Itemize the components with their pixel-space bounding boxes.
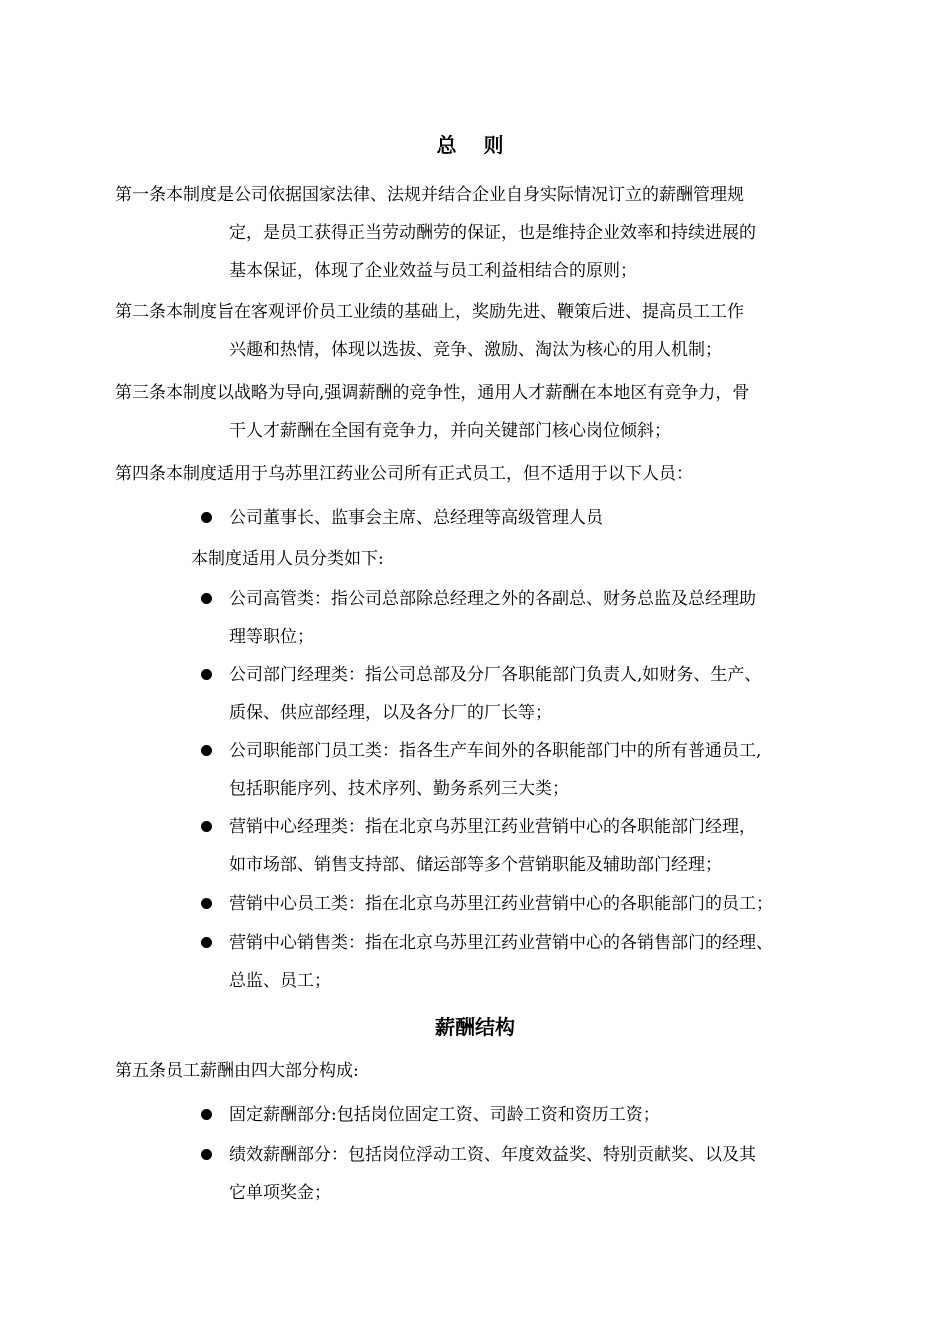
section-title-salary-structure: 薪酬结构 — [435, 1015, 515, 1039]
component-2-line-2: 它单项奖金； — [229, 1183, 331, 1203]
bullet-icon — [201, 937, 212, 948]
bullet-icon — [201, 898, 212, 909]
article-3-line-1: 第三条本制度以战略为导向,强调薪酬的竞争性，通用人才薪酬在本地区有竞争力，骨 — [115, 383, 750, 403]
bullet-icon — [201, 745, 212, 756]
category-4-line-1: 营销中心经理类：指在北京乌苏里江药业营销中心的各职能部门经理， — [229, 817, 756, 837]
category-6-line-1: 营销中心销售类：指在北京乌苏里江药业营销中心的各销售部门的经理、 — [229, 933, 773, 953]
category-2-line-2: 质保、供应部经理，以及各分厂的厂长等； — [229, 703, 552, 723]
classification-intro: 本制度适用人员分类如下: — [191, 549, 384, 569]
bullet-icon — [201, 1109, 212, 1120]
article-5-line-1: 第五条员工薪酬由四大部分构成: — [115, 1061, 359, 1081]
bullet-icon — [201, 1149, 212, 1160]
article-2-line-1: 第二条本制度旨在客观评价员工业绩的基础上，奖励先进、鞭策后进、提高员工工作 — [115, 302, 744, 322]
article-4-line-1: 第四条本制度适用于乌苏里江药业公司所有正式员工，但不适用于以下人员： — [115, 464, 693, 484]
article-1-line-1: 第一条本制度是公司依据国家法律、法规并结合企业自身实际情况订立的薪酬管理规 — [115, 185, 744, 205]
category-2-line-1: 公司部门经理类：指公司总部及分厂各职能部门负责人,如财务、生产、 — [229, 665, 762, 685]
article-1-line-2: 定，是员工获得正当劳动酬劳的保证，也是维持企业效率和持续进展的 — [229, 223, 756, 243]
category-4-line-2: 如市场部、销售支持部、储运部等多个营销职能及辅助部门经理； — [229, 855, 722, 875]
category-1-line-1: 公司高管类：指公司总部除总经理之外的各副总、财务总监及总经理助 — [229, 589, 756, 609]
category-6-line-2: 总监、员工； — [229, 971, 331, 991]
article-1-line-3: 基本保证，体现了企业效益与员工利益相结合的原则； — [229, 261, 637, 281]
component-2-line-1: 绩效薪酬部分：包括岗位浮动工资、年度效益奖、特别贡献奖、以及其 — [229, 1145, 756, 1165]
article-3-line-2: 干人才薪酬在全国有竞争力，并向关键部门核心岗位倾斜； — [229, 421, 671, 441]
category-3-line-2: 包括职能序列、技术序列、勤务系列三大类； — [229, 779, 569, 799]
component-1-line-1: 固定薪酬部分:包括岗位固定工资、司龄工资和资历工资； — [229, 1105, 660, 1125]
excluded-personnel: 公司董事长、监事会主席、总经理等高级管理人员 — [229, 508, 603, 528]
bullet-icon — [201, 512, 212, 523]
category-3-line-1: 公司职能部门员工类：指各生产车间外的各职能部门中的所有普通员工, — [229, 741, 762, 761]
article-2-line-2: 兴趣和热情，体现以选拔、竞争、激励、淘汰为核心的用人机制； — [229, 340, 722, 360]
bullet-icon — [201, 821, 212, 832]
category-1-line-2: 理等职位； — [229, 627, 314, 647]
category-5-line-1: 营销中心员工类：指在北京乌苏里江药业营销中心的各职能部门的员工； — [229, 894, 773, 914]
bullet-icon — [201, 593, 212, 604]
bullet-icon — [201, 669, 212, 680]
section-title-general: 总 则 — [436, 133, 514, 157]
